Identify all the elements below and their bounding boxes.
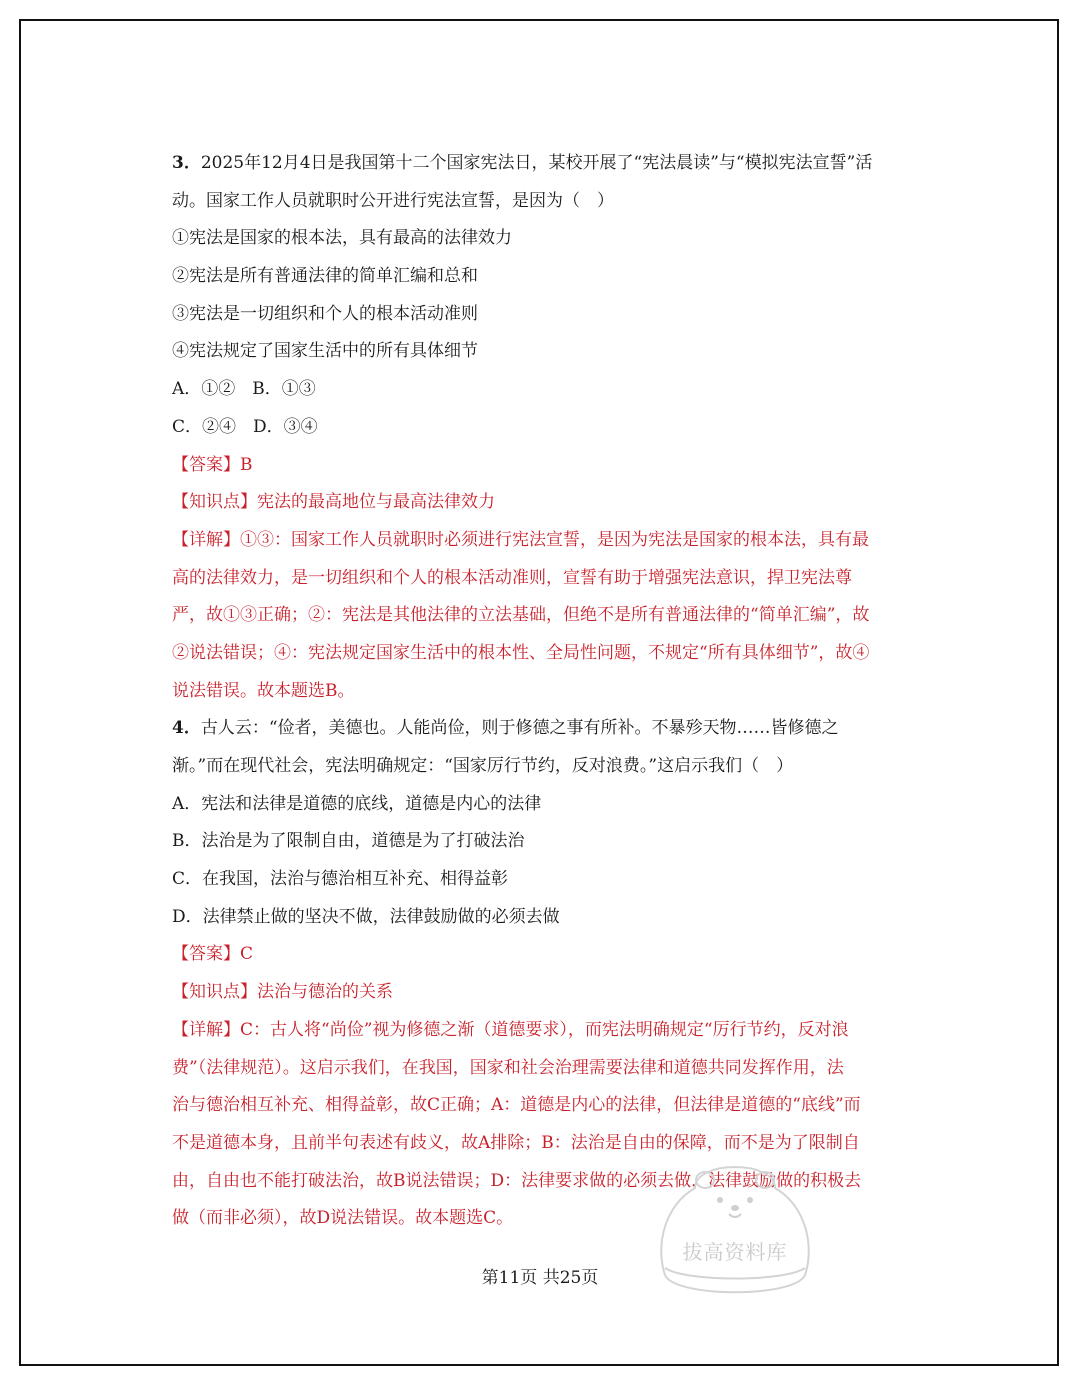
q3-options-cd: C．②④ D．③④ xyxy=(172,416,318,437)
q4-stem-line-2: 渐。”而在现代社会，宪法明确规定：“国家厉行节约，反对浪费。”这启示我们（ ） xyxy=(172,756,794,776)
q4-detail-line: 不是道德本身，且前半句表述有歧义，故A排除；B：法治是自由的保障，而不是为了限制自 xyxy=(172,1132,860,1153)
q4-stem-line-1: 4．古人云：“俭者，美德也。人能尚俭，则于修德之事有所补。不暴殄天物……皆修德之 xyxy=(172,718,839,739)
q3-statement-3: ③宪法是一切组织和个人的根本活动准则 xyxy=(172,303,478,324)
q4-number: 4． xyxy=(172,718,201,739)
q3-detail-line: ②说法错误；④：宪法规定国家生活中的根本性、全局性问题，不规定“所有具体细节”，故④ xyxy=(172,642,870,663)
q4-detail-line: 做（而非必须），故D说法错误。故本题选C。 xyxy=(172,1208,514,1229)
document-body xyxy=(172,145,912,1238)
q4-option-d: D．法律禁止做的坚决不做，法律鼓励做的必须去做 xyxy=(172,906,560,927)
q3-statement-4: ④宪法规定了国家生活中的所有具体细节 xyxy=(172,341,478,362)
q3-answer: 【答案】B xyxy=(172,454,253,475)
q3-stem-line-1: 3．2025年12月4日是我国第十二个国家宪法日，某校开展了“宪法晨读”与“模拟宪法宣誓”活 xyxy=(172,153,873,173)
q4-detail-line: 【详解】C：古人将“尚俭”视为修德之渐（道德要求），而宪法明确规定“厉行节约，反对浪 xyxy=(172,1019,849,1040)
page-number-footer: 第11页 共25页 xyxy=(481,1268,599,1288)
q4-knowledge-point: 【知识点】法治与德治的关系 xyxy=(172,982,393,1003)
q4-detail-line: 由，自由也不能打破法治，故B说法错误；D：法律要求做的必须去做，法律鼓励做的积极去 xyxy=(172,1170,862,1191)
q4-detail-line: 费”（法律规范）。这启示我们，在我国，国家和社会治理需要法律和道德共同发挥作用，法 xyxy=(172,1057,844,1078)
q4-option-b: B．法治是为了限制自由，道德是为了打破法治 xyxy=(172,831,525,852)
q3-statement-1: ①宪法是国家的根本法，具有最高的法律效力 xyxy=(172,228,512,249)
q3-options-ab: A．①② B．①③ xyxy=(172,379,316,400)
q3-number: 3． xyxy=(172,153,201,173)
q3-detail-line: 说法错误。故本题选B。 xyxy=(172,680,355,701)
q3-statement-2: ②宪法是所有普通法律的简单汇编和总和 xyxy=(172,266,478,287)
q3-detail-line: 严，故①③正确；②：宪法是其他法律的立法基础，但绝不是所有普通法律的“简单汇编”，故 xyxy=(172,605,870,626)
watermark-text: 拔高资料库 xyxy=(682,1240,788,1264)
q4-answer: 【答案】C xyxy=(172,944,254,965)
q4-option-a: A．宪法和法律是道德的底线，道德是内心的法律 xyxy=(172,793,542,814)
q4-option-c: C．在我国，法治与德治相互补充、相得益彰 xyxy=(172,869,509,890)
q3-detail-line: 【详解】①③：国家工作人员就职时必须进行宪法宣誓，是因为宪法是国家的根本法，具有最 xyxy=(172,529,869,550)
q3-stem-line-2: 动。国家工作人员就职时公开进行宪法宣誓，是因为（ ） xyxy=(172,190,614,211)
q4-detail-line: 治与德治相互补充、相得益彰，故C正确；A：道德是内心的法律，但法律是道德的“底线”而 xyxy=(172,1095,861,1116)
q3-detail-line: 高的法律效力，是一切组织和个人的根本活动准则，宣誓有助于增强宪法意识，捍卫宪法尊 xyxy=(172,567,852,588)
q3-knowledge-point: 【知识点】宪法的最高地位与最高法律效力 xyxy=(172,492,495,513)
